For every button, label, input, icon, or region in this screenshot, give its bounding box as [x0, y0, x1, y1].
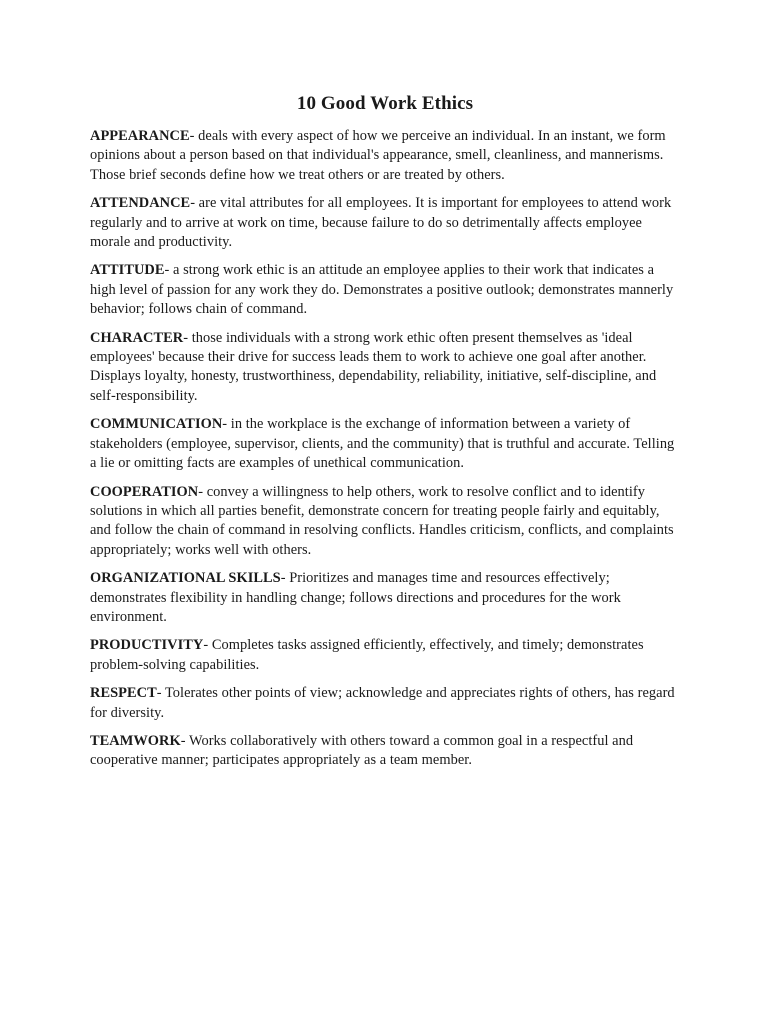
entry-productivity — [90, 636, 680, 675]
entry-organizational-skills — [90, 569, 680, 627]
document-title: 10 Good Work Ethics — [296, 93, 474, 114]
entry-term: COMMUNICATION — [90, 416, 223, 433]
entry-text: - Works collaboratively with others toward a common goal in a respectful and cooperative manner; participates appropriately as a team member. — [90, 732, 634, 769]
entry-cooperation — [90, 483, 680, 561]
entry-teamwork — [90, 732, 680, 771]
entry-term: PRODUCTIVITY — [90, 637, 204, 654]
entry-term: ORGANIZATIONAL SKILLS — [90, 570, 281, 587]
entry-text: - Tolerates other points of view; acknowledge and appreciates rights of others, has regard for diversity. — [90, 685, 675, 721]
entry-attitude — [90, 261, 680, 319]
entry-appearance — [90, 127, 680, 185]
entry-communication — [90, 415, 680, 473]
entry-text: - those individuals with a strong work ethic often present themselves as 'ideal employees' because their drive for success leads them to work to achieve one goal after another. Displays loyalty, honesty, trustworthiness, dependability, reliability, initiative, self-discipline, and self-responsibility. — [90, 329, 657, 404]
entry-term: RESPECT — [90, 685, 157, 702]
entry-term: ATTITUDE — [90, 262, 165, 279]
entry-term: COOPERATION — [90, 483, 199, 500]
entry-character — [90, 329, 680, 407]
entry-term: CHARACTER — [90, 329, 184, 346]
entry-respect — [90, 684, 680, 723]
entry-term: TEAMWORK — [90, 732, 181, 749]
entry-text: - are vital attributes for all employees. It is important for employees to attend work regularly and to arrive at work on time, because failure to do so detrimentally affects employee morale and productivity. — [90, 195, 672, 251]
entry-text: - Prioritizes and manages time and resources effectively; demonstrates flexibility in handling change; follows directions and procedures for the work environment. — [90, 570, 621, 625]
entry-text: - Completes tasks assigned efficiently, effectively, and timely; demonstrates problem-solving capabilities. — [90, 637, 644, 673]
entry-text: - a strong work ethic is an attitude an employee applies to their work that indicates a high level of passion for any work they do. Demonstrates a positive outlook; demonstrates mannerly behavior; follows chain of command. — [90, 262, 674, 318]
entry-text: - deals with every aspect of how we perceive an individual. In an instant, we form opinions about a person based on that individual's appearance, smell, cleanliness, and mannerisms. Those brief seconds define how we treat others or are treated by others. — [90, 128, 666, 183]
entry-attendance — [90, 194, 680, 252]
entry-text: - convey a willingness to help others, work to resolve conflict and to identify solutions in which all parties benefit, demonstrate concern for treating people fairly and equitably, and follow the chain of command in resolving conflicts. Handles criticism, conflicts, and complaints appropriately; works well with others. — [90, 483, 674, 558]
entry-term: APPEARANCE — [90, 128, 190, 144]
entry-text: - in the workplace is the exchange of information between a variety of stakeholders (employee, supervisor, clients, and the community) that is truthful and accurate. Telling a lie or omitting facts are examples of unethical communication. — [90, 416, 675, 472]
entry-term: ATTENDANCE — [90, 195, 191, 212]
